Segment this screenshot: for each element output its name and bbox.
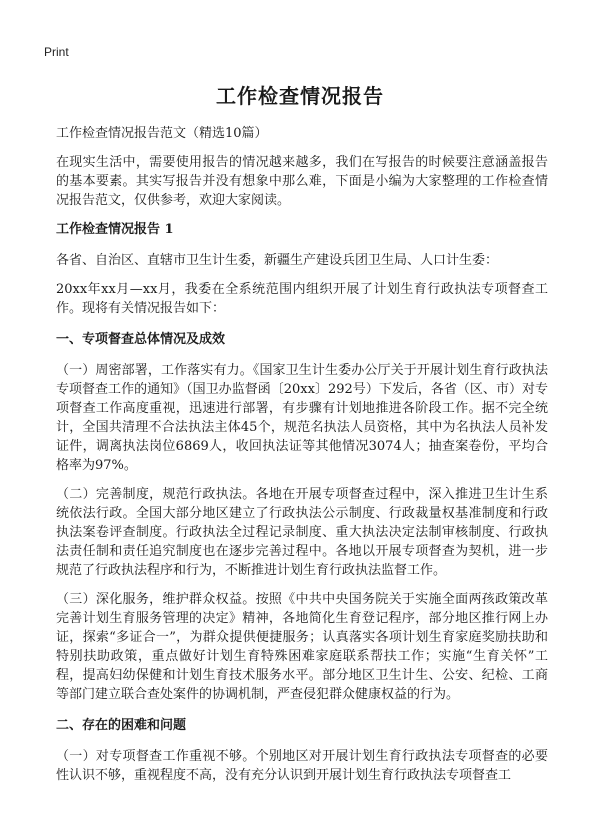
document-subtitle: 工作检查情况报告范文（精选10篇） <box>56 126 268 141</box>
document-body <box>56 124 548 795</box>
section-heading-1: 一、专项督查总体情况及成效 <box>56 332 226 347</box>
report-heading: 工作检查情况报告 1 <box>56 222 174 237</box>
section1-paragraph-2: （二）完善制度，规范行政执法。各地在开展专项督查过程中，深入推进卫生计生系统依法行政。全国大部分地区建立了行政执法公示制度、行政裁量权基准制度和行政执法案卷评查制度。行政执法全过程记录制度、重大执法决定法制审核制度、行政执法责任制和责任追究制度也在逐步完善过程中。各地以开展专项督查为契机，进一步规范了行政执法程序和行为，不断推进计划生育行政执法监督工作。 <box>56 487 548 578</box>
opening-paragraph: 20xx年xx月—xx月，我委在全系统范围内组织开展了计划生育行政执法专项督查工作。现将有关情况报告如下： <box>56 282 548 316</box>
document-title: 工作检查情况报告 <box>216 84 384 108</box>
section1-paragraph-1: （一）周密部署，工作落实有力。《国家卫生计生委办公厅关于开展计划生育行政执法专项督查工作的通知》（国卫办监督函〔20xx〕292号）下发后，各省（区、市）对专项督查工作高度重视，迅速进行部署，有步骤有计划地推进各阶段工作。据不完全统计，全国共清理不合法执法主体45个，规范名执法人员资格，其中为名执法人员补发证件，调离执法岗位6869人，收回执法证等其他情况3074人；抽查案卷份，平均合格率为97%。 <box>56 363 548 473</box>
section1-paragraph-3: （三）深化服务，维护群众权益。按照《中共中央国务院关于实施全面两孩政策改革完善计划生育服务管理的决定》精神，各地简化生育登记程序，部分地区推行网上办证，探索“多证合一”，为群众提供便捷服务；认真落实各项计划生育家庭奖励扶助和特别扶助政策，重点做好计划生育特殊困难家庭联系帮扶工作；实施“生育关怀”工程，提高妇幼保健和计划生育技术服务水平。部分地区卫生计生、公安、纪检、工商等部门建立联合查处案件的协调机制，严查侵犯群众健康权益的行为。 <box>56 592 548 702</box>
section-heading-2: 二、存在的困难和问题 <box>56 718 187 733</box>
salutation-paragraph: 各省、自治区、直辖市卫生计生委，新疆生产建设兵团卫生局、人口计生委： <box>56 253 499 268</box>
section2-paragraph-1: （一）对专项督查工作重视不够。个别地区对开展计划生育行政执法专项督查的必要性认识不够，重视程度不高，没有充分认识到开展计划生育行政执法专项督查工 <box>56 749 548 783</box>
print-link[interactable]: Print <box>44 45 69 59</box>
intro-paragraph: 在现实生活中，需要使用报告的情况越来越多，我们在写报告的时候要注意涵盖报告的基本要素。其实写报告并没有想象中那么难，下面是小编为大家整理的工作检查情况报告范文，仅供参考，欢迎大家阅读。 <box>56 155 548 208</box>
